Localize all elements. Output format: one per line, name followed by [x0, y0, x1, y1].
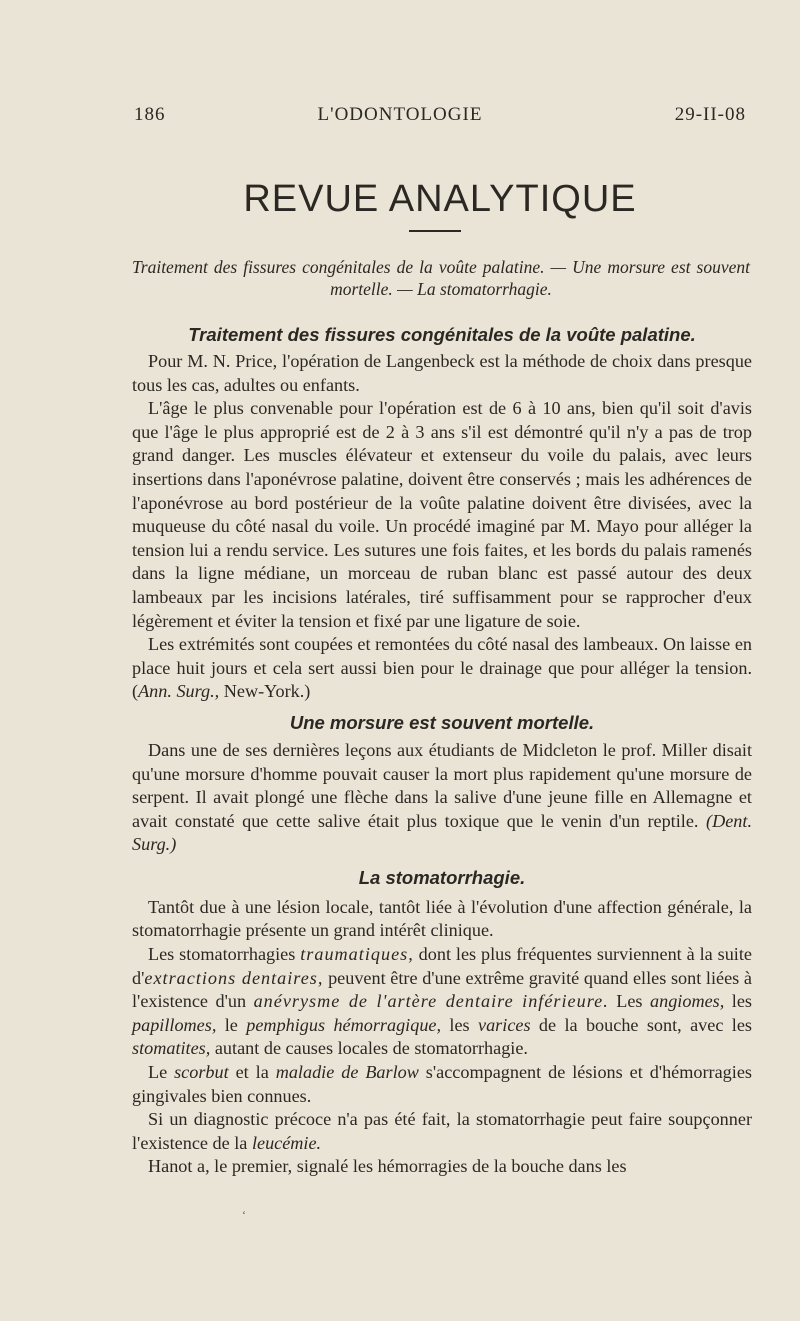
paragraph — [132, 1061, 752, 1108]
emphasis: leucémie. — [251, 1132, 322, 1153]
emphasis: traumatiques, — [300, 944, 414, 965]
text: Si un diagnostic précoce n'a pas été fait, la stomatorrhagie peut faire soupçonner l'existence de la — [132, 1109, 752, 1153]
paragraph: Hanot a, le premier, signalé les hémorragies de la bouche dans les — [148, 1156, 627, 1177]
text: autant de causes locales de stomatorrhagie. — [210, 1038, 528, 1059]
emphasis: anévrysme de l'artère dentaire inférieure. — [253, 991, 609, 1012]
emphasis: pemphigus hémorragique, — [246, 1014, 442, 1035]
emphasis: papillomes, — [132, 1014, 217, 1035]
text: peuvent être d'une extrême gravité quand elles sont liées à l'existence d'un — [132, 967, 752, 1012]
title-rule — [409, 230, 461, 232]
text: les — [724, 991, 752, 1012]
paragraph: Tantôt due à une lésion locale, tantôt liée à l'évolution d'une affection générale, la stomatorrhagie présente un grand intérêt clinique. — [132, 896, 752, 941]
emphasis: maladie de Barlow — [275, 1062, 419, 1083]
text: Les stomatorrhagies — [148, 944, 301, 965]
section-heading-fissures: Traitement des fissures congénitales de la voûte palatine. — [188, 324, 696, 345]
emphasis: stomatites, — [132, 1038, 211, 1059]
issue-date: 29-II-08 — [674, 104, 746, 125]
page-title: REVUE ANALYTIQUE — [243, 178, 637, 220]
text: Les extrémités sont coupées et remontées du côté nasal des lambeaux. On laisse en place huit jours et cela sert aussi bien pour le drainage que pour alléger la tension. ( — [132, 634, 752, 702]
paragraph — [132, 943, 752, 1061]
emphasis: extractions dentaires, — [144, 967, 324, 988]
paragraph: L'âge le plus convenable pour l'opération est de 6 à 10 ans, bien qu'il soit d'avis que l'âge le plus approprié est de 2 à 3 ans s'il est démontré qu'il n'y a pas de trop grand danger. Les muscles élévateur et extenseur du voile du palais, avec leurs insertions dans l'aponévrose palatine, doivent être conservés ; mais les adhérences de l'aponévrose au bord postérieur de la voûte palatine doivent être divisées, avec la muqueuse du côté nasal du voile. Un procédé imaginé par M. Mayo pour alléger la tension lui a rendu service. Les sutures une fois faites, et les bords du palais ramenés dans la ligne médiane, un morceau de ruban blanc est passé autour des deux lambeaux par les incisions latérales, tiré suffisamment pour se rapprocher d'eux légèrement et éviter la tension et fixé par une ligature de soie. — [132, 398, 752, 631]
emphasis: varices — [478, 1014, 531, 1035]
section-heading-morsure: Une morsure est souvent mortelle. — [289, 711, 595, 733]
running-header — [0, 104, 800, 128]
text: dont les plus fréquentes surviennent à la suite d' — [132, 944, 752, 988]
summary: Traitement des fissures congénitales de la voûte palatine. — Une morsure est souvent mortelle. — La stomatorrhagie. — [132, 257, 750, 299]
emphasis: angiomes, — [650, 991, 725, 1012]
text: les — [441, 1014, 479, 1035]
section-heading-stomatorrhagie: La stomatorrhagie. — [358, 866, 526, 888]
citation: (Dent. Surg.) — [132, 810, 752, 855]
text: New-York.) — [219, 681, 311, 702]
page-number: 186 — [134, 104, 166, 125]
text: de la bouche sont, avec les — [530, 1014, 752, 1035]
journal-name: L'ODONTOLOGIE — [317, 104, 483, 125]
paragraph — [132, 1108, 752, 1155]
paragraph — [132, 633, 752, 704]
text: le — [216, 1014, 247, 1035]
text: et la — [228, 1062, 276, 1083]
article-body — [132, 318, 752, 1179]
text: Dans une de ses dernières leçons aux étudiants de Midcleton le prof. Miller disait qu'une morsure d'homme pouvait causer la mort plus rapidement qu'une morsure de serpent. Il avait plongé une flèche dans la salive d'une jeune fille en Allemagne et avait constaté que cette salive était plus toxique que le venin d'un reptile. — [132, 739, 752, 831]
text: s'accompagnent de lésions et d'hémorragies gingivales bien connues. — [132, 1062, 752, 1106]
print-speck: ‘ — [242, 1208, 246, 1222]
paragraph — [132, 739, 752, 857]
text: Les — [608, 991, 651, 1012]
citation: Ann. Surg., — [138, 681, 220, 702]
emphasis: scorbut — [174, 1062, 229, 1083]
text: Le — [148, 1062, 175, 1083]
paragraph: Pour M. N. Price, l'opération de Langenbeck est la méthode de choix dans presque tous les cas, adultes ou enfants. — [132, 351, 752, 395]
